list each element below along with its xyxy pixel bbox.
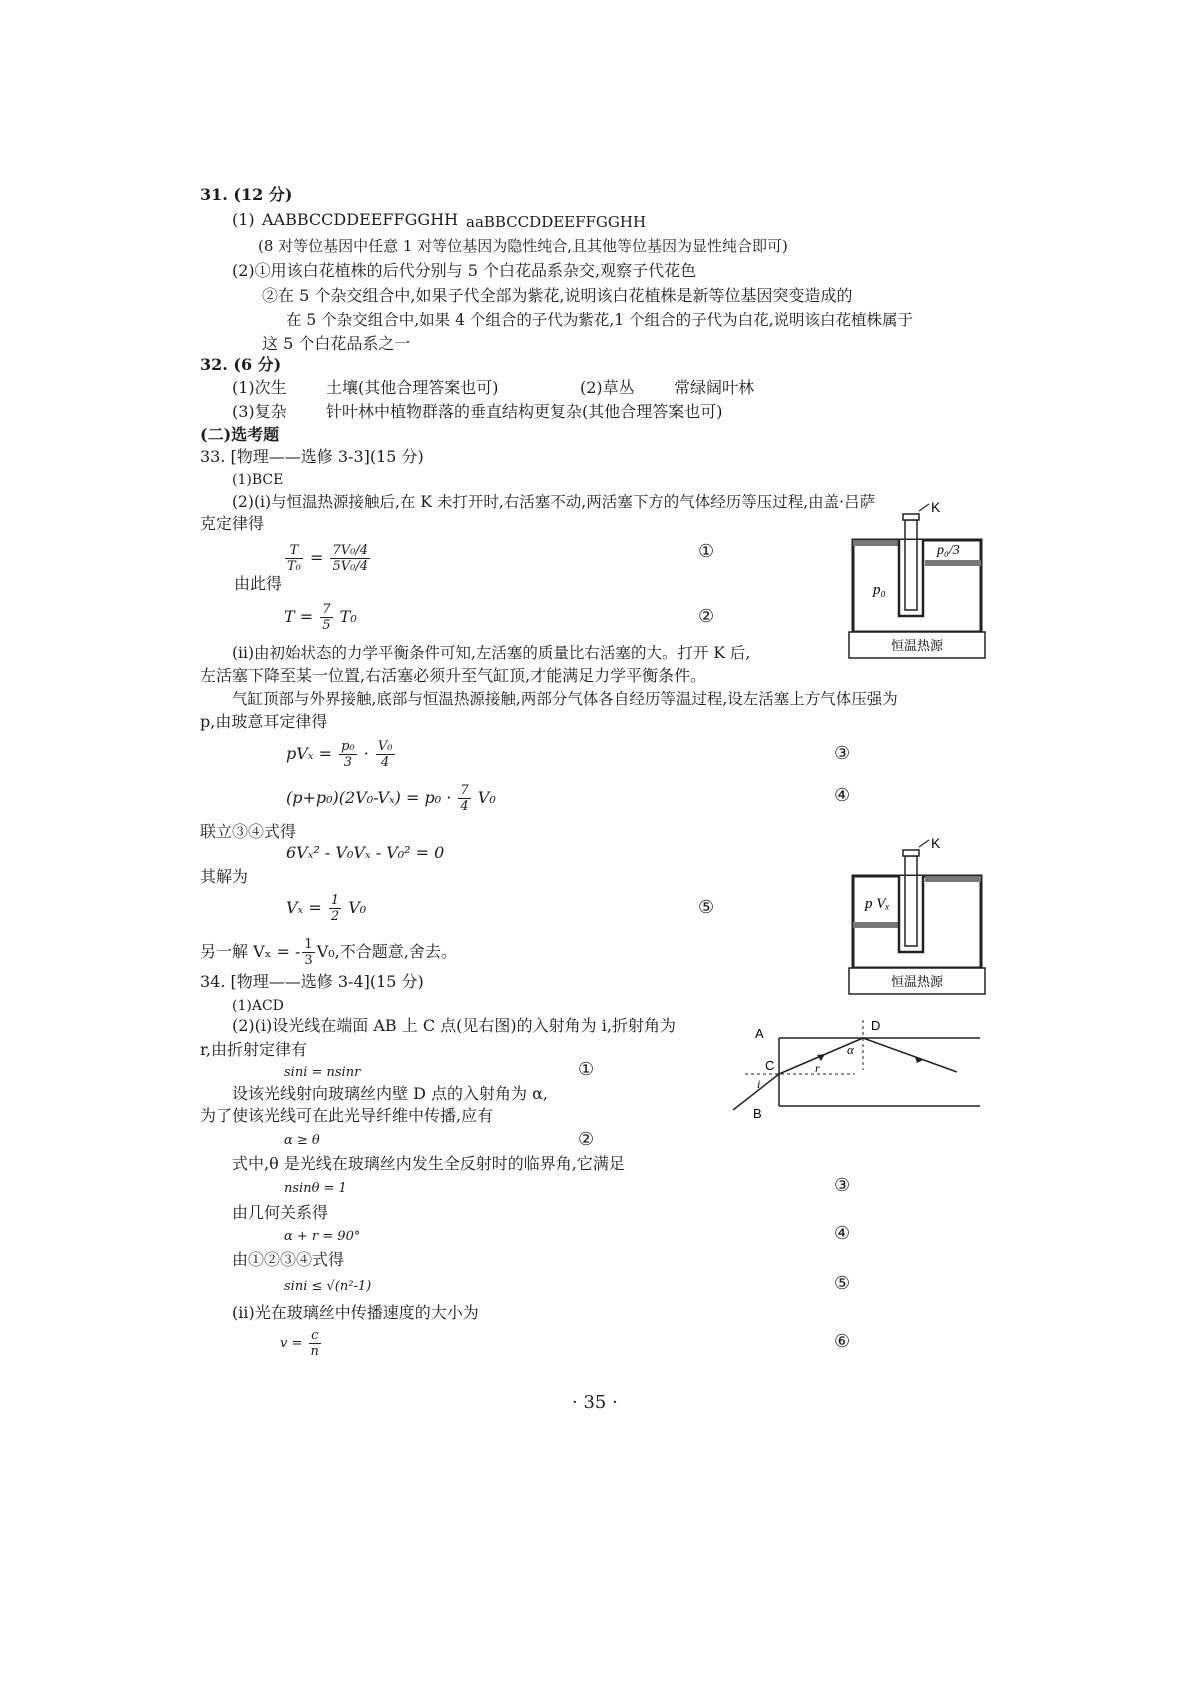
fig3-label-alpha: α: [847, 1042, 854, 1057]
q33-eq2: T = $\frac{7}{5}$ T₀: [284, 602, 357, 633]
q33-part1: (1)BCE: [232, 472, 284, 488]
q33-qijie: 其解为: [200, 867, 249, 886]
q31-header: 31. (12 分): [200, 185, 293, 204]
q34-eq6: v = $\frac{c}{n}$: [280, 1328, 319, 1359]
q33-eq4-number: ④: [834, 785, 851, 806]
q32-r2-a: (3)复杂: [232, 402, 287, 421]
q33-eq3-number: ③: [834, 743, 851, 764]
q31-genotype-1: AABBCCDDEEFFGGHH: [262, 210, 459, 229]
q31-part1-note: (8 对等位基因中任意 1 对等位基因为隐性纯合,且其他等位基因为显性纯合即可): [258, 237, 788, 255]
q33-ii-line3: 气缸顶部与外界接触,底部与恒温热源接触,两部分气体各自经历等温过程,设左活塞上方气体压强为: [232, 690, 898, 708]
fig3-label-b: B: [753, 1106, 762, 1121]
q33-eq6-number: ⑤: [698, 897, 715, 918]
q32-r2-b: 针叶林中植物群落的垂直结构更复杂(其他合理答案也可): [326, 402, 723, 421]
cylinder-figure-final: [845, 836, 990, 1001]
q34-d-line1: 设该光线射向玻璃丝内壁 D 点的入射角为 α,: [232, 1084, 548, 1103]
q33-eq2-number: ②: [698, 606, 715, 627]
q31-genotype-2: aaBBCCDDEEFFGGHH: [466, 213, 647, 231]
q32-r1-c: (2)草丛: [580, 378, 635, 397]
q33-lianli: 联立③④式得: [200, 822, 297, 841]
q34-eq2-number: ②: [578, 1129, 595, 1150]
q34-part2-line2: r,由折射定律有: [200, 1040, 307, 1059]
q34-eq6-number: ⑥: [834, 1331, 851, 1352]
q34-from: 由①②③④式得: [232, 1250, 345, 1269]
q32-r1-d: 常绿阔叶林: [674, 378, 755, 397]
q34-eq1: sini = nsinr: [284, 1065, 361, 1080]
q34-eq1-number: ①: [578, 1059, 595, 1080]
q34-ii-line: (ii)光在玻璃丝中传播速度的大小为: [232, 1303, 479, 1322]
q34-part1: (1)ACD: [232, 998, 284, 1014]
q34-eq4: α + r = 90°: [284, 1229, 361, 1244]
q33-ii-line4: p,由玻意耳定律得: [200, 712, 328, 731]
page-number: · 35 ·: [572, 1392, 618, 1413]
q34-eq2: α ≥ θ: [284, 1133, 320, 1148]
q34-eq5: sini ≤ √(n²-1): [284, 1279, 372, 1294]
fig1-p0-label: p₀: [873, 582, 886, 598]
q31-part2-line3: 在 5 个杂交组合中,如果 4 个组合的子代为紫花,1 个组合的子代为白花,说明该白花植株属于: [286, 311, 914, 329]
q33-another-solution: 另一解 Vₓ = - $\frac{1}{3}$ V₀,不合题意,舍去。: [200, 937, 457, 968]
q33-from-this: 由此得: [234, 574, 283, 593]
optical-fiber-figure: [725, 1010, 990, 1125]
q33-part2-line2: 克定律得: [200, 514, 265, 533]
q34-part2-line1: (2)(i)设光线在端面 AB 上 C 点(见右图)的入射角为 i,折射角为: [232, 1016, 676, 1035]
q34-d-line2: 为了使该光线可在此光导纤维中传播,应有: [200, 1106, 494, 1125]
fig1-k-label: K: [931, 500, 941, 515]
q33-ii-line2: 左活塞下降至某一位置,右活塞必须升至气缸顶,才能满足力学平衡条件。: [200, 666, 707, 685]
q31-part1-label: (1): [232, 210, 255, 229]
section-elective-header: (二)选考题: [200, 425, 280, 444]
fig3-label-r: r: [815, 1061, 820, 1075]
q33-eq4: (p+p₀)(2V₀-Vₓ) = p₀ · $\frac{7}{4}$ V₀: [286, 783, 496, 814]
q33-eq5: 6Vₓ² - V₀Vₓ - V₀² = 0: [286, 843, 445, 862]
fig3-label-d: D: [871, 1018, 881, 1033]
q33-eq1-number: ①: [698, 541, 715, 562]
q33-header: 33. [物理——选修 3-3](15 分): [200, 447, 424, 466]
fig2-heat-source-label: 恒温热源: [890, 975, 944, 990]
q34-eq3-number: ③: [834, 1175, 851, 1196]
q32-header: 32. (6 分): [200, 355, 282, 374]
q33-eq1-rhs: $\frac{\text{7V₀/4}}{\text{5V₀/4}}$: [332, 543, 369, 574]
q32-r1-a: (1)次生: [232, 378, 287, 397]
q34-eq3: nsinθ = 1: [284, 1181, 347, 1196]
q34-eq4-number: ④: [834, 1223, 851, 1244]
fig1-heat-source-label: 恒温热源: [890, 639, 944, 654]
fig3-label-i: i: [757, 1077, 761, 1091]
q34-geo: 由几何关系得: [232, 1203, 329, 1222]
fig2-k-label: K: [931, 836, 941, 851]
fig3-label-c: C: [765, 1058, 775, 1073]
q34-header: 34. [物理——选修 3-4](15 分): [200, 972, 424, 991]
fig3-label-a: A: [755, 1026, 764, 1041]
q33-eq1: $\frac{T}{\text{T₀}}$ = $\frac{\text{7V₀/4}}{\text{5V₀/4}}$: [287, 543, 369, 574]
q32-r1-b: 土壤(其他合理答案也可): [326, 378, 499, 397]
q34-eq5-number: ⑤: [834, 1273, 851, 1294]
q31-part2-line4: 这 5 个白花品系之一: [262, 334, 411, 353]
fig1-p0-3-label: p₀/3: [937, 543, 960, 558]
fig2-pv-label: p Vₓ: [865, 896, 890, 912]
q34-theta-line: 式中,θ 是光线在玻璃丝内发生全反射时的临界角,它满足: [232, 1154, 625, 1173]
q31-part2-line1: (2)①用该白花植株的后代分别与 5 个白花品系杂交,观察子代花色: [232, 261, 697, 280]
q31-part2-line2: ②在 5 个杂交组合中,如果子代全部为紫花,说明该白花植株是新等位基因突变造成的: [262, 286, 853, 305]
cylinder-figure-initial: [845, 500, 990, 665]
q33-ii-line1: (ii)由初始状态的力学平衡条件可知,左活塞的质量比右活塞的大。打开 K 后,: [232, 644, 751, 662]
q33-part2-line1: (2)(i)与恒温热源接触后,在 K 未打开时,右活塞不动,两活塞下方的气体经历等压过程,由盖·吕萨: [232, 493, 876, 511]
q33-eq1-lhs: $\frac{T}{\text{T₀}}$: [287, 543, 301, 574]
q33-eq6: Vₓ = $\frac{1}{2}$ V₀: [286, 893, 367, 924]
q33-eq3: pVₓ = $\frac{\text{p₀}}{3}$ · $\frac{\text{V₀}}{4}$: [286, 739, 393, 770]
